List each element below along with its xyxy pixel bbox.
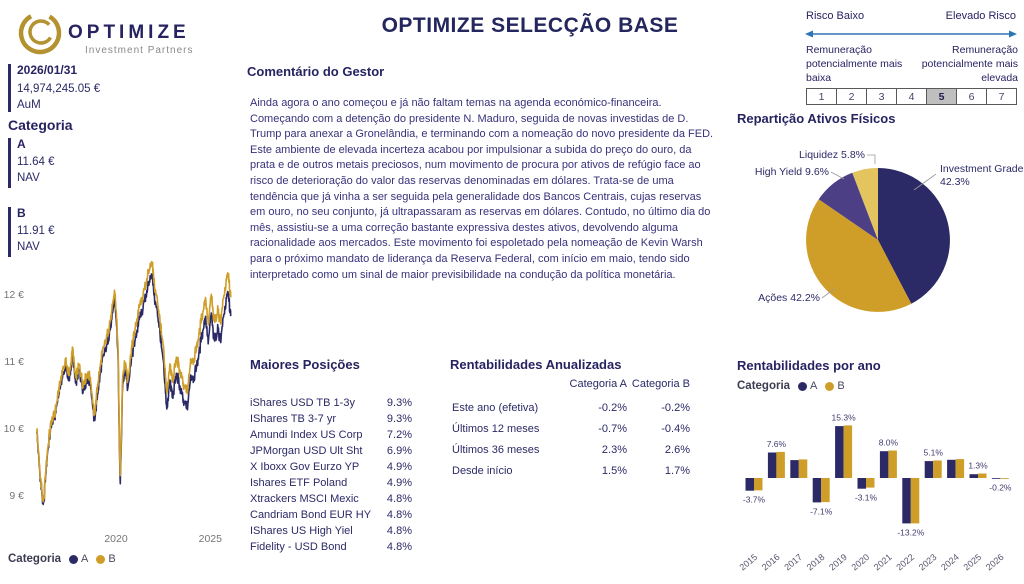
series-a-dot-icon[interactable]: [69, 555, 78, 564]
pie-label: High Yield 9.6%: [754, 166, 829, 178]
risk-level-4: 4: [897, 89, 927, 104]
bar-2018-a[interactable]: [813, 478, 822, 502]
risk-level-2: 2: [837, 89, 867, 104]
position-weight: 4.9%: [386, 461, 412, 473]
risk-sub-line: potencialmente mais: [921, 57, 1018, 70]
position-weight: 4.8%: [386, 541, 412, 553]
position-name: IShares TB 3-7 yr: [250, 413, 336, 425]
annualized-value-a: -0.2%: [598, 402, 627, 414]
position-row[interactable]: [250, 509, 412, 525]
bar-2020-b[interactable]: [866, 478, 875, 488]
page-title: OPTIMIZE SELECÇÃO BASE: [381, 14, 679, 37]
pie-callout-line: [831, 172, 844, 179]
annualized-title: Rentabilidades Anualizadas: [450, 357, 622, 372]
bar-2021-b[interactable]: [888, 451, 897, 479]
y-tick-label: 9 €: [9, 490, 24, 502]
risk-low-label: Risco Baixo: [806, 10, 865, 22]
bar-value-label: 7.6%: [766, 438, 787, 449]
annualized-value-b: -0.2%: [661, 402, 690, 414]
annualized-row: [452, 423, 690, 444]
bar-x-tick-label: 2018: [804, 551, 827, 573]
bar-x-tick-label: 2015: [737, 551, 760, 573]
bar-2020-a[interactable]: [858, 478, 867, 489]
commentary-paragraph: Começando com a detenção do presidente N. Maduro, seguida de novas investidas de D. Trump para anexar a Gronelândia, e terminando com a nomeação do novo presidente da FED.: [250, 112, 714, 141]
commentary-title: Comentário do Gestor: [247, 64, 385, 79]
risk-high-label: Elevado Risco: [945, 10, 1016, 22]
bar-value-label: 5.1%: [923, 447, 943, 458]
bar-2017-a[interactable]: [790, 460, 799, 478]
bar-2018-b[interactable]: [821, 478, 830, 502]
bar-2016-a[interactable]: [768, 453, 777, 479]
position-name: IShares US High Yiel: [250, 525, 353, 537]
pie-label: Ações 42.2%: [758, 292, 820, 304]
nav-line-b[interactable]: [37, 262, 231, 502]
position-name: Amundi Index US Corp: [250, 429, 363, 441]
series-b-dot-icon[interactable]: [96, 555, 105, 564]
annualized-row-label: Este ano (efetiva): [452, 402, 539, 414]
x-tick-label: 2020: [104, 533, 128, 545]
risk-level-5: 5: [927, 89, 957, 104]
line-legend-title: Categoria: [8, 553, 62, 565]
bar-x-tick-label: 2017: [782, 551, 805, 573]
line-legend-a[interactable]: A: [81, 553, 89, 565]
bar-2026-b[interactable]: [1000, 478, 1009, 479]
bar-value-label: -7.1%: [810, 506, 833, 517]
card-nav-label: NAV: [17, 172, 40, 184]
annualized-rows: [452, 402, 690, 486]
y-tick-label: 12 €: [3, 289, 24, 301]
pie-label: Liquidez 5.8%: [799, 149, 865, 161]
pie-title: Repartição Ativos Físicos: [737, 111, 896, 126]
risk-arrow-icon: [804, 28, 1018, 40]
pie-label: 42.3%: [940, 176, 970, 188]
position-row[interactable]: [250, 525, 412, 541]
bar-x-tick-label: 2026: [983, 551, 1006, 573]
pie-label: Investment Grade: [940, 163, 1024, 175]
bar-series-a-dot-icon[interactable]: [798, 382, 807, 391]
line-legend-b[interactable]: B: [108, 553, 116, 565]
bar-x-tick-label: 2022: [894, 551, 917, 573]
risk-sub-line: baixa: [806, 71, 832, 84]
position-row[interactable]: [250, 429, 412, 445]
bar-x-tick-label: 2020: [849, 551, 872, 573]
risk-sub-line: Remuneração: [806, 44, 872, 56]
bar-legend-b[interactable]: B: [837, 380, 845, 392]
risk-sub-line: Remuneração: [952, 44, 1018, 56]
annualized-row: [452, 402, 690, 423]
position-name: JPMorgan USD Ult Sht: [250, 445, 363, 457]
nav-line-a[interactable]: [37, 274, 231, 505]
position-weight: 7.2%: [386, 429, 412, 441]
position-name: Fidelity - USD Bond: [250, 541, 347, 553]
position-row[interactable]: [250, 413, 412, 429]
bar-value-label: 15.3%: [831, 412, 856, 423]
risk-sub-line: potencialmente mais: [806, 57, 903, 70]
aum-value: 14,974,245.05 €: [17, 83, 101, 95]
risk-level-7: 7: [998, 90, 1005, 103]
bar-value-label: -0.2%: [989, 482, 1012, 493]
brand-logo: [10, 6, 240, 60]
bar-value-label: 1.3%: [968, 460, 988, 471]
bar-value-label: -3.7%: [742, 494, 766, 505]
bar-2019-a[interactable]: [835, 426, 844, 478]
bar-legend-title: Categoria: [737, 380, 791, 392]
commentary-paragraph: Este ambiente de elevada incerteza acabou por impulsionar a subida do preço do ouro, da prata e de outros metais preciosos, num movimento de procura por ativos de refúgio face ao risco de deterioração do valor das reservas denominadas em dólares. Trata-se de uma tendência que já vinha a ser seguida pela generalidade dos Bancos Centrais, cujas reservas em ouro, no seu conjunto, já ultrapassaram as reservas em dólares. Contudo, no último dia do mês, assistiu-se a uma correção bastante expressiva destes ativos, devolvendo alguma racionalidade aos mercados. Este movimento foi espoletado pela nomeação de Kevin Warsh para o próximo mandato de liderança da Reserva Federal, com início em maio, tendo sido interpretado como um sinal de maior previsibilidade na condução da política monetária.: [250, 143, 711, 281]
annual-returns-bars[interactable]: [734, 394, 1024, 584]
categoria-card-b[interactable]: [8, 206, 98, 260]
annualized-value-b: 1.7%: [664, 465, 690, 477]
bar-x-tick-label: 2023: [916, 551, 939, 573]
report-date: 2026/01/31: [17, 63, 78, 77]
annualized-value-b: -0.4%: [661, 423, 690, 435]
card-nav-label: NAV: [17, 241, 40, 253]
bar-2026-a[interactable]: [992, 478, 1001, 479]
bar-2019-b[interactable]: [844, 425, 853, 478]
col-categoria-a: Categoria A: [569, 378, 627, 390]
annualized-header-row: [452, 378, 690, 402]
positions-title: Maiores Posições: [250, 357, 360, 372]
position-row[interactable]: [250, 477, 412, 493]
position-weight: 9.3%: [386, 413, 412, 425]
col-categoria-b: Categoria B: [631, 378, 690, 390]
annualized-row-label: Desde início: [452, 465, 513, 477]
bar-value-label: -3.1%: [854, 492, 878, 503]
position-weight: 6.9%: [386, 445, 412, 457]
bar-x-tick-label: 2024: [939, 551, 961, 573]
optimize-ring-icon: [10, 6, 240, 60]
card-nav-value: 11.64 €: [17, 156, 55, 168]
commentary-paragraph: Ainda agora o ano começou e já não faltam temas na agenda económico-financeira.: [250, 97, 662, 109]
position-name: X Iboxx Gov Eurzo YP: [250, 461, 360, 473]
bar-x-tick-label: 2016: [759, 551, 782, 573]
position-name: Candriam Bond EUR HY: [250, 509, 372, 521]
annualized-row: [452, 465, 690, 486]
position-row[interactable]: [250, 461, 412, 477]
annualized-value-a: 2.3%: [601, 444, 627, 456]
bar-title: Rentabilidades por ano: [737, 358, 881, 373]
brand-name: OPTIMIZE: [68, 22, 190, 43]
position-weight: 4.8%: [386, 509, 412, 521]
bar-value-label: 8.0%: [878, 437, 899, 448]
asset-allocation-pie[interactable]: [730, 128, 1024, 336]
risk-sub-right: [910, 44, 1018, 86]
annualized-table: [452, 378, 690, 486]
line-chart-legend: [8, 553, 116, 565]
risk-level-3: 3: [867, 89, 897, 104]
x-tick-label: 2025: [198, 533, 222, 545]
categoria-card-a[interactable]: [8, 137, 98, 191]
bar-2025-a[interactable]: [970, 474, 979, 478]
position-row[interactable]: [250, 493, 412, 509]
brand-tagline: Investment Partners: [85, 45, 194, 56]
commentary-body: [250, 96, 718, 283]
bar-2021-a[interactable]: [880, 451, 889, 478]
risk-level-6: 6: [957, 89, 987, 104]
card-nav-value: 11.91 €: [17, 225, 55, 237]
bar-value-label: -13.2%: [897, 527, 925, 538]
annualized-value-a: 1.5%: [601, 465, 627, 477]
bar-x-tick-label: 2021: [871, 551, 894, 573]
kpi-accent-bar: [8, 207, 11, 257]
bar-legend-a[interactable]: A: [810, 380, 818, 392]
bar-2024-b[interactable]: [956, 459, 965, 478]
position-row[interactable]: [250, 541, 412, 557]
position-row[interactable]: [250, 445, 412, 461]
position-name: Ishares ETF Poland: [250, 477, 348, 489]
annualized-row-label: Últimos 12 meses: [452, 423, 540, 435]
risk-sub-left: [806, 44, 914, 86]
bar-2016-b[interactable]: [776, 452, 785, 478]
bar-2015-a[interactable]: [746, 478, 755, 491]
kpi-accent-bar: [8, 64, 11, 112]
annualized-row: [452, 444, 690, 465]
bar-2015-b[interactable]: [754, 478, 763, 490]
position-row[interactable]: [250, 397, 412, 413]
position-name: iShares USD TB 1-3y: [250, 397, 355, 409]
categoria-slicer-title: Categoria: [8, 117, 73, 133]
y-tick-label: 11 €: [4, 356, 24, 368]
bar-chart-legend: [737, 380, 845, 392]
bar-x-tick-label: 2025: [961, 551, 984, 573]
position-weight: 9.3%: [386, 397, 412, 409]
bar-2025-b[interactable]: [978, 474, 987, 479]
card-class: B: [17, 206, 26, 220]
nav-history-chart[interactable]: [0, 255, 250, 550]
annualized-value-a: -0.7%: [598, 423, 627, 435]
position-weight: 4.8%: [386, 493, 412, 505]
pie-callout-line: [867, 155, 875, 164]
aum-label: AuM: [17, 99, 41, 111]
annualized-row-label: Últimos 36 meses: [452, 444, 540, 456]
positions-list: [250, 397, 412, 557]
risk-level-1: 1: [807, 89, 837, 104]
bar-2023-a[interactable]: [925, 461, 934, 478]
bar-2023-b[interactable]: [933, 461, 942, 479]
risk-sub-line: elevada: [981, 71, 1018, 84]
kpi-accent-bar: [8, 138, 11, 188]
risk-scale: [806, 88, 1017, 105]
annualized-value-b: 2.6%: [664, 444, 690, 456]
position-name: Xtrackers MSCI Mexic: [250, 493, 359, 505]
bar-series-b-dot-icon[interactable]: [825, 382, 834, 391]
position-weight: 4.9%: [386, 477, 412, 489]
bar-2022-b[interactable]: [911, 478, 920, 523]
bar-x-tick-label: 2019: [827, 551, 849, 573]
bar-2024-a[interactable]: [947, 460, 956, 478]
y-tick-label: 10 €: [3, 423, 24, 435]
bar-2017-b[interactable]: [799, 459, 808, 478]
position-weight: 4.8%: [386, 525, 412, 537]
card-class: A: [17, 137, 26, 151]
bar-2022-a[interactable]: [902, 478, 911, 523]
